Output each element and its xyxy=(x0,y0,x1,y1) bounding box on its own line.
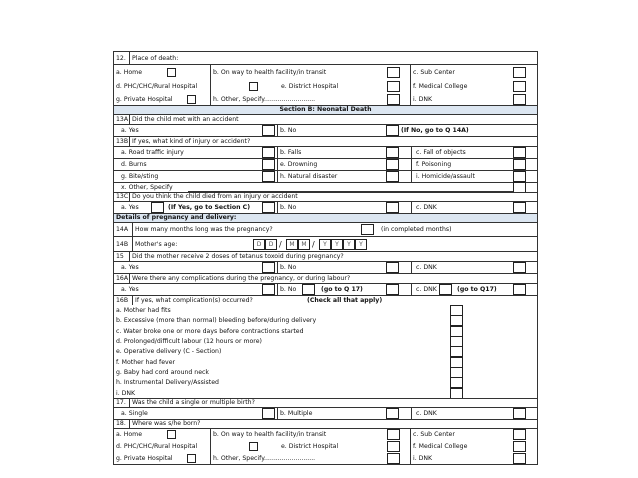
mother-age-cell[interactable]: Y xyxy=(331,239,343,250)
q17-dnk-label: c. DNK xyxy=(416,410,437,417)
q18-opt-other-checkbox[interactable] xyxy=(387,453,400,464)
q13b-other-label: x. Other, Specify xyxy=(121,184,173,191)
q13a-number: 13A xyxy=(116,116,129,123)
q16b-item-label: f. Mother had fever xyxy=(116,358,176,366)
q18-opt-district-label: e. District Hospital xyxy=(281,443,339,450)
q15-title: Did the mother receive 2 doses of tetanus toxoid during pregnancy? xyxy=(132,253,344,260)
q17-single-label: a. Single xyxy=(121,410,148,417)
q18-title: Where was s/he born? xyxy=(132,420,201,427)
q13b-falls-label: b. Falls xyxy=(280,149,302,156)
q18-opt-medical-checkbox[interactable] xyxy=(513,441,526,452)
date-separator: / xyxy=(312,240,315,249)
q18-opt-phc-checkbox[interactable] xyxy=(249,442,258,451)
q13c-number: 13C xyxy=(116,193,129,200)
q13c-sectionc-checkbox[interactable] xyxy=(262,202,275,213)
q16b-title: If yes, what complication(s) occurred? xyxy=(135,297,253,304)
q13a-no-label: b. No xyxy=(280,127,297,134)
q18-options xyxy=(113,428,538,465)
q12-opt-phc-label: d. PHC/CHC/Rural Hospital xyxy=(116,83,198,90)
q18-opt-subcenter-label: c. Sub Center xyxy=(413,431,455,438)
q13a-yes-label: a. Yes xyxy=(121,127,139,134)
q13b-options-1 xyxy=(113,146,538,158)
q13b-bite-checkbox[interactable] xyxy=(262,171,275,182)
q13b-homicide-label: i. Homicide/assault xyxy=(416,173,475,180)
q12-opt-medical-checkbox[interactable] xyxy=(513,81,526,92)
q16b-item-label: e. Operative delivery (C - Section) xyxy=(116,348,222,356)
q18-opt-home-checkbox[interactable] xyxy=(167,430,176,439)
q16a-dnk-note: (go to Q17) xyxy=(457,286,497,293)
q13a-yes-checkbox[interactable] xyxy=(262,125,275,136)
q13a-no-checkbox[interactable] xyxy=(386,125,399,136)
q16b-item-label: i. DNK xyxy=(116,389,136,397)
details-header xyxy=(113,213,538,222)
q16b-title-bold: (Check all that apply) xyxy=(307,297,383,304)
q15-row xyxy=(113,251,538,261)
q13c-yes-label: a. Yes xyxy=(121,204,139,211)
q12-opt-home-label: a. Home xyxy=(116,69,142,76)
q18-opt-subcenter-checkbox[interactable] xyxy=(513,429,526,440)
q18-opt-medical-label: f. Medical College xyxy=(413,443,468,450)
q13b-poisoning-label: f. Poisoning xyxy=(416,161,452,168)
q12-opt-medical-label: f. Medical College xyxy=(413,83,468,90)
q16a-title: Were there any complications during the pregnancy, or during labour? xyxy=(132,275,351,282)
q12-opt-district-label: e. District Hospital xyxy=(281,83,339,90)
mother-age-cell[interactable]: M xyxy=(286,239,298,250)
details-title: Details of pregnancy and delivery: xyxy=(116,214,237,221)
q18-opt-home-label: a. Home xyxy=(116,431,142,438)
q13c-no-checkbox[interactable] xyxy=(386,202,399,213)
q12-number: 12. xyxy=(116,55,126,62)
q15-yes-checkbox[interactable] xyxy=(262,262,275,273)
mother-age-cell[interactable]: Y xyxy=(343,239,355,250)
mother-age-cell[interactable]: M xyxy=(298,239,310,250)
q18-row xyxy=(113,419,538,428)
q14b-number: 14B xyxy=(116,241,129,248)
q13b-title: If yes, what kind of injury or accident? xyxy=(132,138,251,145)
q13b-row xyxy=(113,136,538,146)
q18-opt-transit-checkbox[interactable] xyxy=(387,429,400,440)
q12-row xyxy=(113,51,538,64)
q12-opt-transit-checkbox[interactable] xyxy=(387,67,400,78)
q17-single-checkbox[interactable] xyxy=(262,408,275,419)
q13b-road-label: a. Road traffic injury xyxy=(121,149,184,156)
q12-opt-dnk-checkbox[interactable] xyxy=(513,94,526,105)
q16b-item-label: a. Mother had fits xyxy=(116,307,171,314)
q13a-no-note: (If No, go to Q 14A) xyxy=(401,127,469,134)
q16b-item-label: h. Instrumental Delivery/Assisted xyxy=(116,379,219,387)
q17-options xyxy=(113,407,538,419)
q12-opt-subcenter-label: c. Sub Center xyxy=(413,69,455,76)
q12-opt-phc-checkbox[interactable] xyxy=(249,82,258,91)
q15-no-label: b. No xyxy=(280,264,297,271)
q13c-dnk-checkbox[interactable] xyxy=(513,202,526,213)
q16a-row xyxy=(113,273,538,283)
q17-number: 17. xyxy=(116,399,126,406)
q16b-item-label: c. Water broke one or more days before contractions started xyxy=(116,327,304,335)
q16a-no-note: (go to Q 17) xyxy=(321,286,363,293)
q15-number: 15 xyxy=(116,253,124,260)
q13c-options xyxy=(113,201,538,213)
mother-age-cell[interactable]: Y xyxy=(355,239,367,250)
q14b-row xyxy=(113,236,538,251)
mother-age-cells xyxy=(253,239,393,250)
mother-age-cell[interactable]: D xyxy=(253,239,265,250)
q12-opt-district-checkbox[interactable] xyxy=(387,81,400,92)
q16b-item-checkbox[interactable] xyxy=(450,326,463,337)
date-separator: / xyxy=(279,240,282,249)
q13c-yes-note: (If Yes, go to Section C) xyxy=(168,204,251,211)
q18-opt-district-checkbox[interactable] xyxy=(387,441,400,452)
q16b-complication-list xyxy=(113,305,538,398)
q16a-no-label: b. No xyxy=(280,286,297,293)
q15-no-checkbox[interactable] xyxy=(386,262,399,273)
q15-dnk-checkbox[interactable] xyxy=(513,262,526,273)
q15-options xyxy=(113,261,538,273)
section-b-title: Section B: Neonatal Death xyxy=(279,106,372,113)
q13a-row xyxy=(113,114,538,124)
q13c-title: Do you think the child died from an injury or accident xyxy=(132,193,298,200)
q18-opt-private-label: g. Private Hospital xyxy=(116,455,173,462)
q15-dnk-label: c. DNK xyxy=(416,264,437,271)
death-review-form xyxy=(113,51,538,465)
q16b-item-checkbox[interactable] xyxy=(450,357,463,368)
q18-opt-dnk-checkbox[interactable] xyxy=(513,453,526,464)
q13b-other-row xyxy=(113,182,538,192)
q16a-yes-checkbox[interactable] xyxy=(262,284,275,295)
q13b-objects-label: c. Fall of objects xyxy=(416,149,466,156)
q18-opt-dnk-label: i. DNK xyxy=(413,455,433,462)
q13a-options xyxy=(113,124,538,136)
q13b-options-3 xyxy=(113,170,538,182)
q13b-objects-checkbox[interactable] xyxy=(513,147,526,158)
q14a-note: (in completed months) xyxy=(381,226,452,233)
q18-number: 18. xyxy=(116,420,126,427)
q14a-row xyxy=(113,222,538,236)
q17-multiple-checkbox[interactable] xyxy=(386,408,399,419)
q13b-road-checkbox[interactable] xyxy=(262,147,275,158)
q17-multiple-label: b. Multiple xyxy=(280,410,313,417)
q12-options xyxy=(113,64,538,105)
q14a-number: 14A xyxy=(116,226,129,233)
q13a-title: Did the child met with an accident xyxy=(132,116,239,123)
q13b-number: 13B xyxy=(116,138,129,145)
mother-age-cell[interactable]: D xyxy=(265,239,277,250)
q14b-title: Mother's age: xyxy=(135,241,178,248)
q13b-bite-label: g. Bite/sting xyxy=(121,173,159,180)
q13b-burns-checkbox[interactable] xyxy=(262,159,275,170)
q12-opt-other-label: h. Other, Specify.......................... xyxy=(213,96,316,103)
mother-age-cell[interactable]: Y xyxy=(319,239,331,250)
q16a-dnk-checkbox[interactable] xyxy=(439,284,452,295)
q12-opt-home-checkbox[interactable] xyxy=(167,68,176,77)
q13b-poisoning-checkbox[interactable] xyxy=(513,159,526,170)
q13b-burns-label: d. Burns xyxy=(121,161,147,168)
q13b-disaster-checkbox[interactable] xyxy=(386,171,399,182)
q13c-yes-checkbox[interactable] xyxy=(151,202,164,213)
q13b-disaster-label: h. Natural disaster xyxy=(280,173,338,180)
q16a-yes-label: a. Yes xyxy=(121,286,139,293)
q16a-no-checkbox[interactable] xyxy=(302,284,315,295)
q16a-number: 16A xyxy=(116,275,129,282)
q18-opt-private-checkbox[interactable] xyxy=(187,454,196,463)
q12-opt-dnk-label: i. DNK xyxy=(413,96,433,103)
q12-opt-private-checkbox[interactable] xyxy=(187,95,196,104)
q13b-drowning-label: e. Drowning xyxy=(280,161,318,168)
q17-dnk-checkbox[interactable] xyxy=(513,408,526,419)
q16a-dnk-q17-checkbox[interactable] xyxy=(513,284,526,295)
q16b-item-label: g. Baby had cord around neck xyxy=(116,369,210,376)
q13b-falls-checkbox[interactable] xyxy=(386,147,399,158)
q12-opt-other-checkbox[interactable] xyxy=(387,94,400,105)
q13b-options-2 xyxy=(113,158,538,170)
q16b-row xyxy=(113,295,538,305)
q12-opt-transit-label: b. On way to health facility/in transit xyxy=(213,69,327,76)
q18-opt-phc-label: d. PHC/CHC/Rural Hospital xyxy=(116,443,198,450)
q12-opt-private-label: g. Private Hospital xyxy=(116,96,173,103)
q18-opt-other-label: h. Other, Specify.......................... xyxy=(213,455,316,462)
q13c-row xyxy=(113,192,538,201)
q16b-items xyxy=(113,305,538,398)
q16b-item-label: b. Excessive (more than normal) bleeding before/during delivery xyxy=(116,317,317,325)
q14a-title: How many months long was the pregnancy? xyxy=(135,226,273,233)
q12-title: Place of death: xyxy=(132,55,179,62)
q16a-dnk-label: c. DNK xyxy=(416,286,437,293)
q12-opt-subcenter-checkbox[interactable] xyxy=(513,67,526,78)
q14a-months-box[interactable] xyxy=(361,224,374,235)
q16a-q17-checkbox[interactable] xyxy=(386,284,399,295)
q18-opt-transit-label: b. On way to health facility/in transit xyxy=(213,431,327,438)
q15-yes-label: a. Yes xyxy=(121,264,139,271)
q16a-options xyxy=(113,283,538,295)
q17-title: Was the child a single or multiple birth? xyxy=(132,399,255,406)
q16b-item-label: d. Prolonged/difficult labour (12 hours or more) xyxy=(116,338,262,345)
q13c-dnk-label: c. DNK xyxy=(416,204,437,211)
q13b-drowning-checkbox[interactable] xyxy=(386,159,399,170)
q16b-item-checkbox[interactable] xyxy=(450,388,463,399)
q16b-number: 16B xyxy=(116,297,129,304)
section-b-header xyxy=(113,105,538,114)
q13c-no-label: b. No xyxy=(280,204,297,211)
q13b-homicide-checkbox[interactable] xyxy=(513,171,526,182)
q17-row xyxy=(113,398,538,407)
